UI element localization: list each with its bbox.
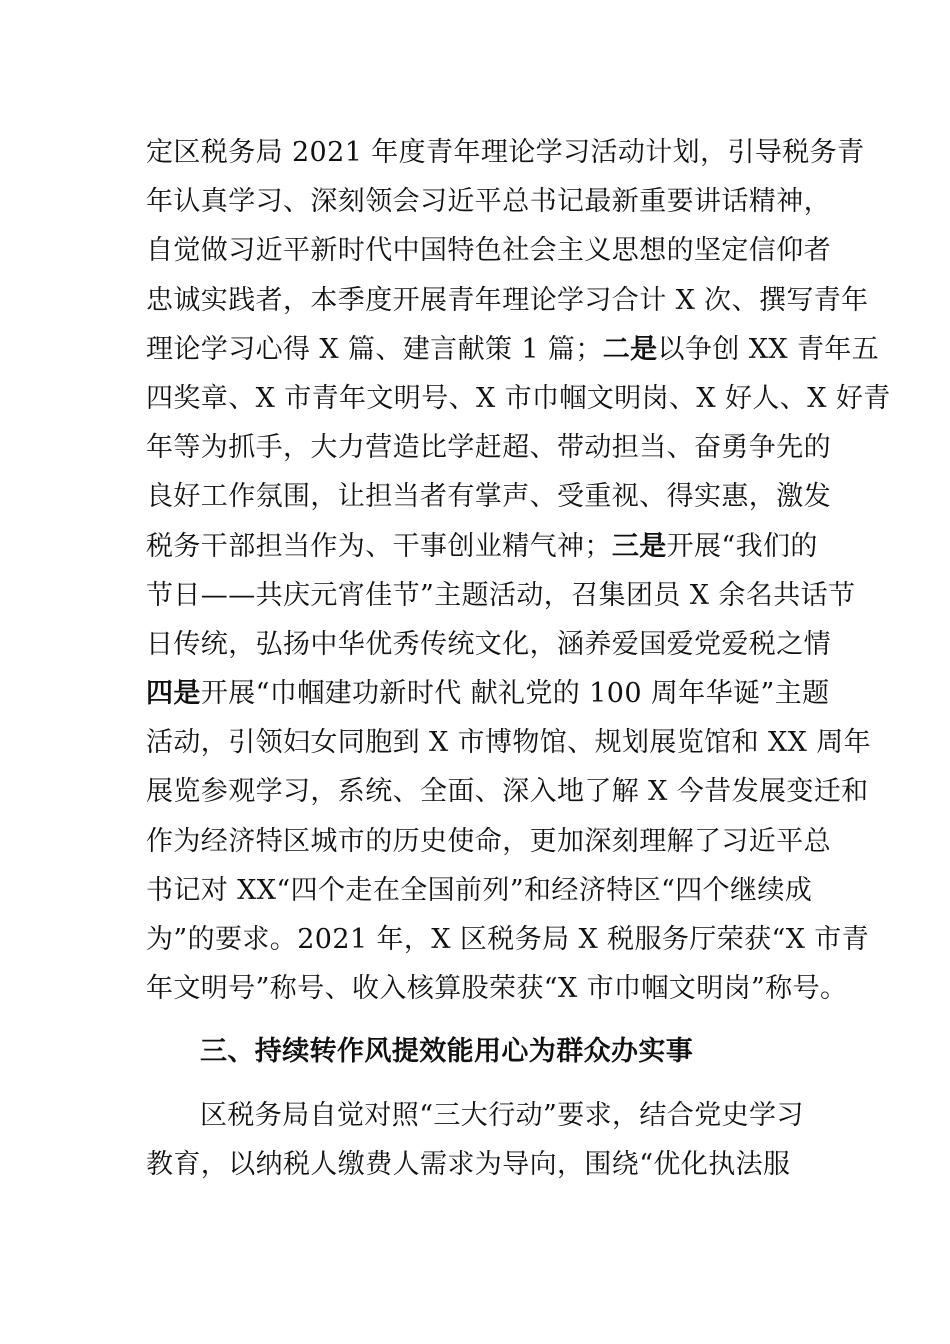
text-line: [146, 817, 831, 866]
section-heading: 三、持续转作风提效能用心为群众办实事: [200, 1036, 694, 1068]
text-run: 节日——共庆元宵佳节”主题活动，召集团员 X 余名共话节: [146, 579, 856, 611]
text-run: 理论学习心得 X 篇、建言献策 1 篇；: [146, 333, 603, 365]
text-run: 区税务局自觉对照“三大行动”要求，结合党史学习: [200, 1099, 804, 1131]
bold-marker: 三是: [611, 530, 667, 562]
text-line: [146, 325, 880, 374]
text-line: [146, 522, 818, 571]
paragraph-activities: [146, 128, 891, 1013]
text-line: [146, 276, 869, 325]
text-run: 定区税务局 2021 年度青年理论学习活动计划，引导税务青: [146, 137, 865, 168]
paragraph-service: [146, 1091, 814, 1189]
text-run: 四奖章、X 市青年文明号、X 市巾帼文明岗、X 好人、X 好青: [146, 382, 891, 414]
text-run: 年等为抓手，大力营造比学赶超、带动担当、奋勇争先的: [146, 432, 831, 464]
text-run: 作为经济特区城市的历史使命，更加深刻理解了习近平总: [146, 825, 831, 857]
text-line: [146, 571, 856, 620]
text-run: 忠诚实践者，本季度开展青年理论学习合计 X 次、撰写青年: [146, 284, 869, 316]
bold-marker: 四是: [146, 678, 201, 710]
text-run: 日传统，弘扬中华优秀传统文化，涵养爱国爱党爱税之情: [146, 628, 831, 660]
text-run: 为”的要求。2021 年，X 区税务局 X 税服务厅荣获“X 市青: [146, 924, 870, 955]
paragraph-gap: [146, 1077, 814, 1091]
text-run: 年认真学习、深刻领会习近平总书记最新重要讲话精神，: [146, 186, 831, 218]
text-run: 税务干部担当作为、干事创业精气神；: [146, 530, 612, 562]
text-run: 自觉做习近平新时代中国特色社会主义思想的坚定信仰者: [146, 235, 831, 267]
text-run: 展览参观学习，系统、全面、深入地了解 X 今昔发展变迁和: [146, 776, 869, 808]
text-run: 开展“巾帼建功新时代 献礼党的 100 周年华诞”主题: [200, 678, 830, 710]
text-run: 活动，引领妇女同胞到 X 市博物馆、规划展览馆和 XX 周年: [146, 727, 871, 759]
paragraph-gap: [146, 1013, 814, 1027]
text-line: [146, 177, 831, 226]
text-line: [146, 669, 830, 718]
text-line: [146, 423, 831, 472]
text-line: [146, 1140, 814, 1189]
text-line: [146, 915, 870, 964]
text-run: 教育，以纳税人缴费人需求为导向，围绕“优化执法服: [146, 1148, 791, 1180]
text-line: [146, 718, 871, 767]
text-line: [146, 1091, 814, 1140]
text-line: [146, 964, 848, 1013]
text-line: [146, 226, 831, 275]
text-line: [146, 472, 831, 521]
text-run: 书记对 XX“四个走在全国前列”和经济特区“四个继续成: [146, 874, 813, 906]
text-line: [146, 866, 814, 915]
text-line: [146, 767, 869, 816]
text-run: 开展“我们的: [666, 530, 818, 562]
text-line: [146, 128, 865, 177]
text-line: [146, 374, 891, 423]
text-line: [146, 620, 831, 669]
text-run: 年文明号”称号、收入核算股荣获“X 市巾帼文明岗”称号。: [146, 973, 848, 1005]
document-body: [146, 128, 891, 1189]
bold-marker: 二是: [602, 333, 658, 365]
text-run: 以争创 XX 青年五: [657, 333, 880, 365]
text-run: 良好工作氛围，让担当者有掌声、受重视、得实惠，激发: [146, 481, 831, 513]
